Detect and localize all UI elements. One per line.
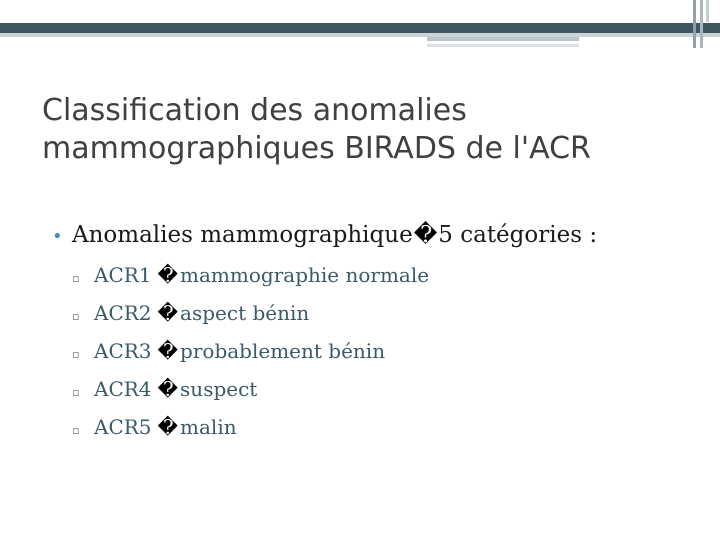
acr-code: ACR3: [94, 339, 152, 363]
acr-description: mammographie normale: [180, 263, 430, 287]
title-line-1: Classification des anomalies: [42, 93, 467, 128]
header-accent-secondary: [427, 44, 579, 47]
square-bullet-icon: ▫: [72, 424, 80, 437]
separator-glyph: �: [413, 222, 438, 248]
main-bullet-text-before: Anomalies mammographique: [72, 222, 413, 248]
square-bullet-icon: ▫: [72, 272, 80, 285]
list-item: [72, 258, 692, 296]
square-bullet-icon: ▫: [72, 310, 80, 323]
acr-category-list: [72, 258, 692, 448]
separator-glyph: �: [157, 301, 179, 325]
acr-description: malin: [180, 415, 237, 439]
separator-glyph: �: [157, 339, 179, 363]
header-bar-light: [0, 33, 720, 37]
separator-glyph: �: [157, 377, 179, 401]
header-accent: [427, 37, 579, 41]
slide-title: [42, 92, 682, 168]
main-bullet: [52, 218, 692, 254]
square-bullet-icon: ▫: [72, 348, 80, 361]
bullet-icon: •: [52, 226, 63, 247]
main-bullet-text-after: 5 catégories :: [438, 222, 598, 248]
corner-decoration: [700, 0, 703, 48]
acr-description: probablement bénin: [180, 339, 386, 363]
separator-glyph: �: [157, 415, 179, 439]
header-bar: [0, 23, 720, 33]
list-item: [72, 334, 692, 372]
list-item: [72, 372, 692, 410]
acr-code: ACR4: [94, 377, 152, 401]
acr-code: ACR5: [94, 415, 152, 439]
acr-code: ACR2: [94, 301, 152, 325]
acr-description: aspect bénin: [180, 301, 310, 325]
corner-decoration: [706, 0, 709, 22]
acr-code: ACR1: [94, 263, 152, 287]
list-item: [72, 296, 692, 334]
slide-content: [52, 218, 692, 448]
corner-decoration: [693, 0, 696, 48]
list-item: [72, 410, 692, 448]
separator-glyph: �: [157, 263, 179, 287]
title-line-2: mammographiques BIRADS de l'ACR: [42, 131, 591, 166]
square-bullet-icon: ▫: [72, 386, 80, 399]
acr-description: suspect: [180, 377, 258, 401]
